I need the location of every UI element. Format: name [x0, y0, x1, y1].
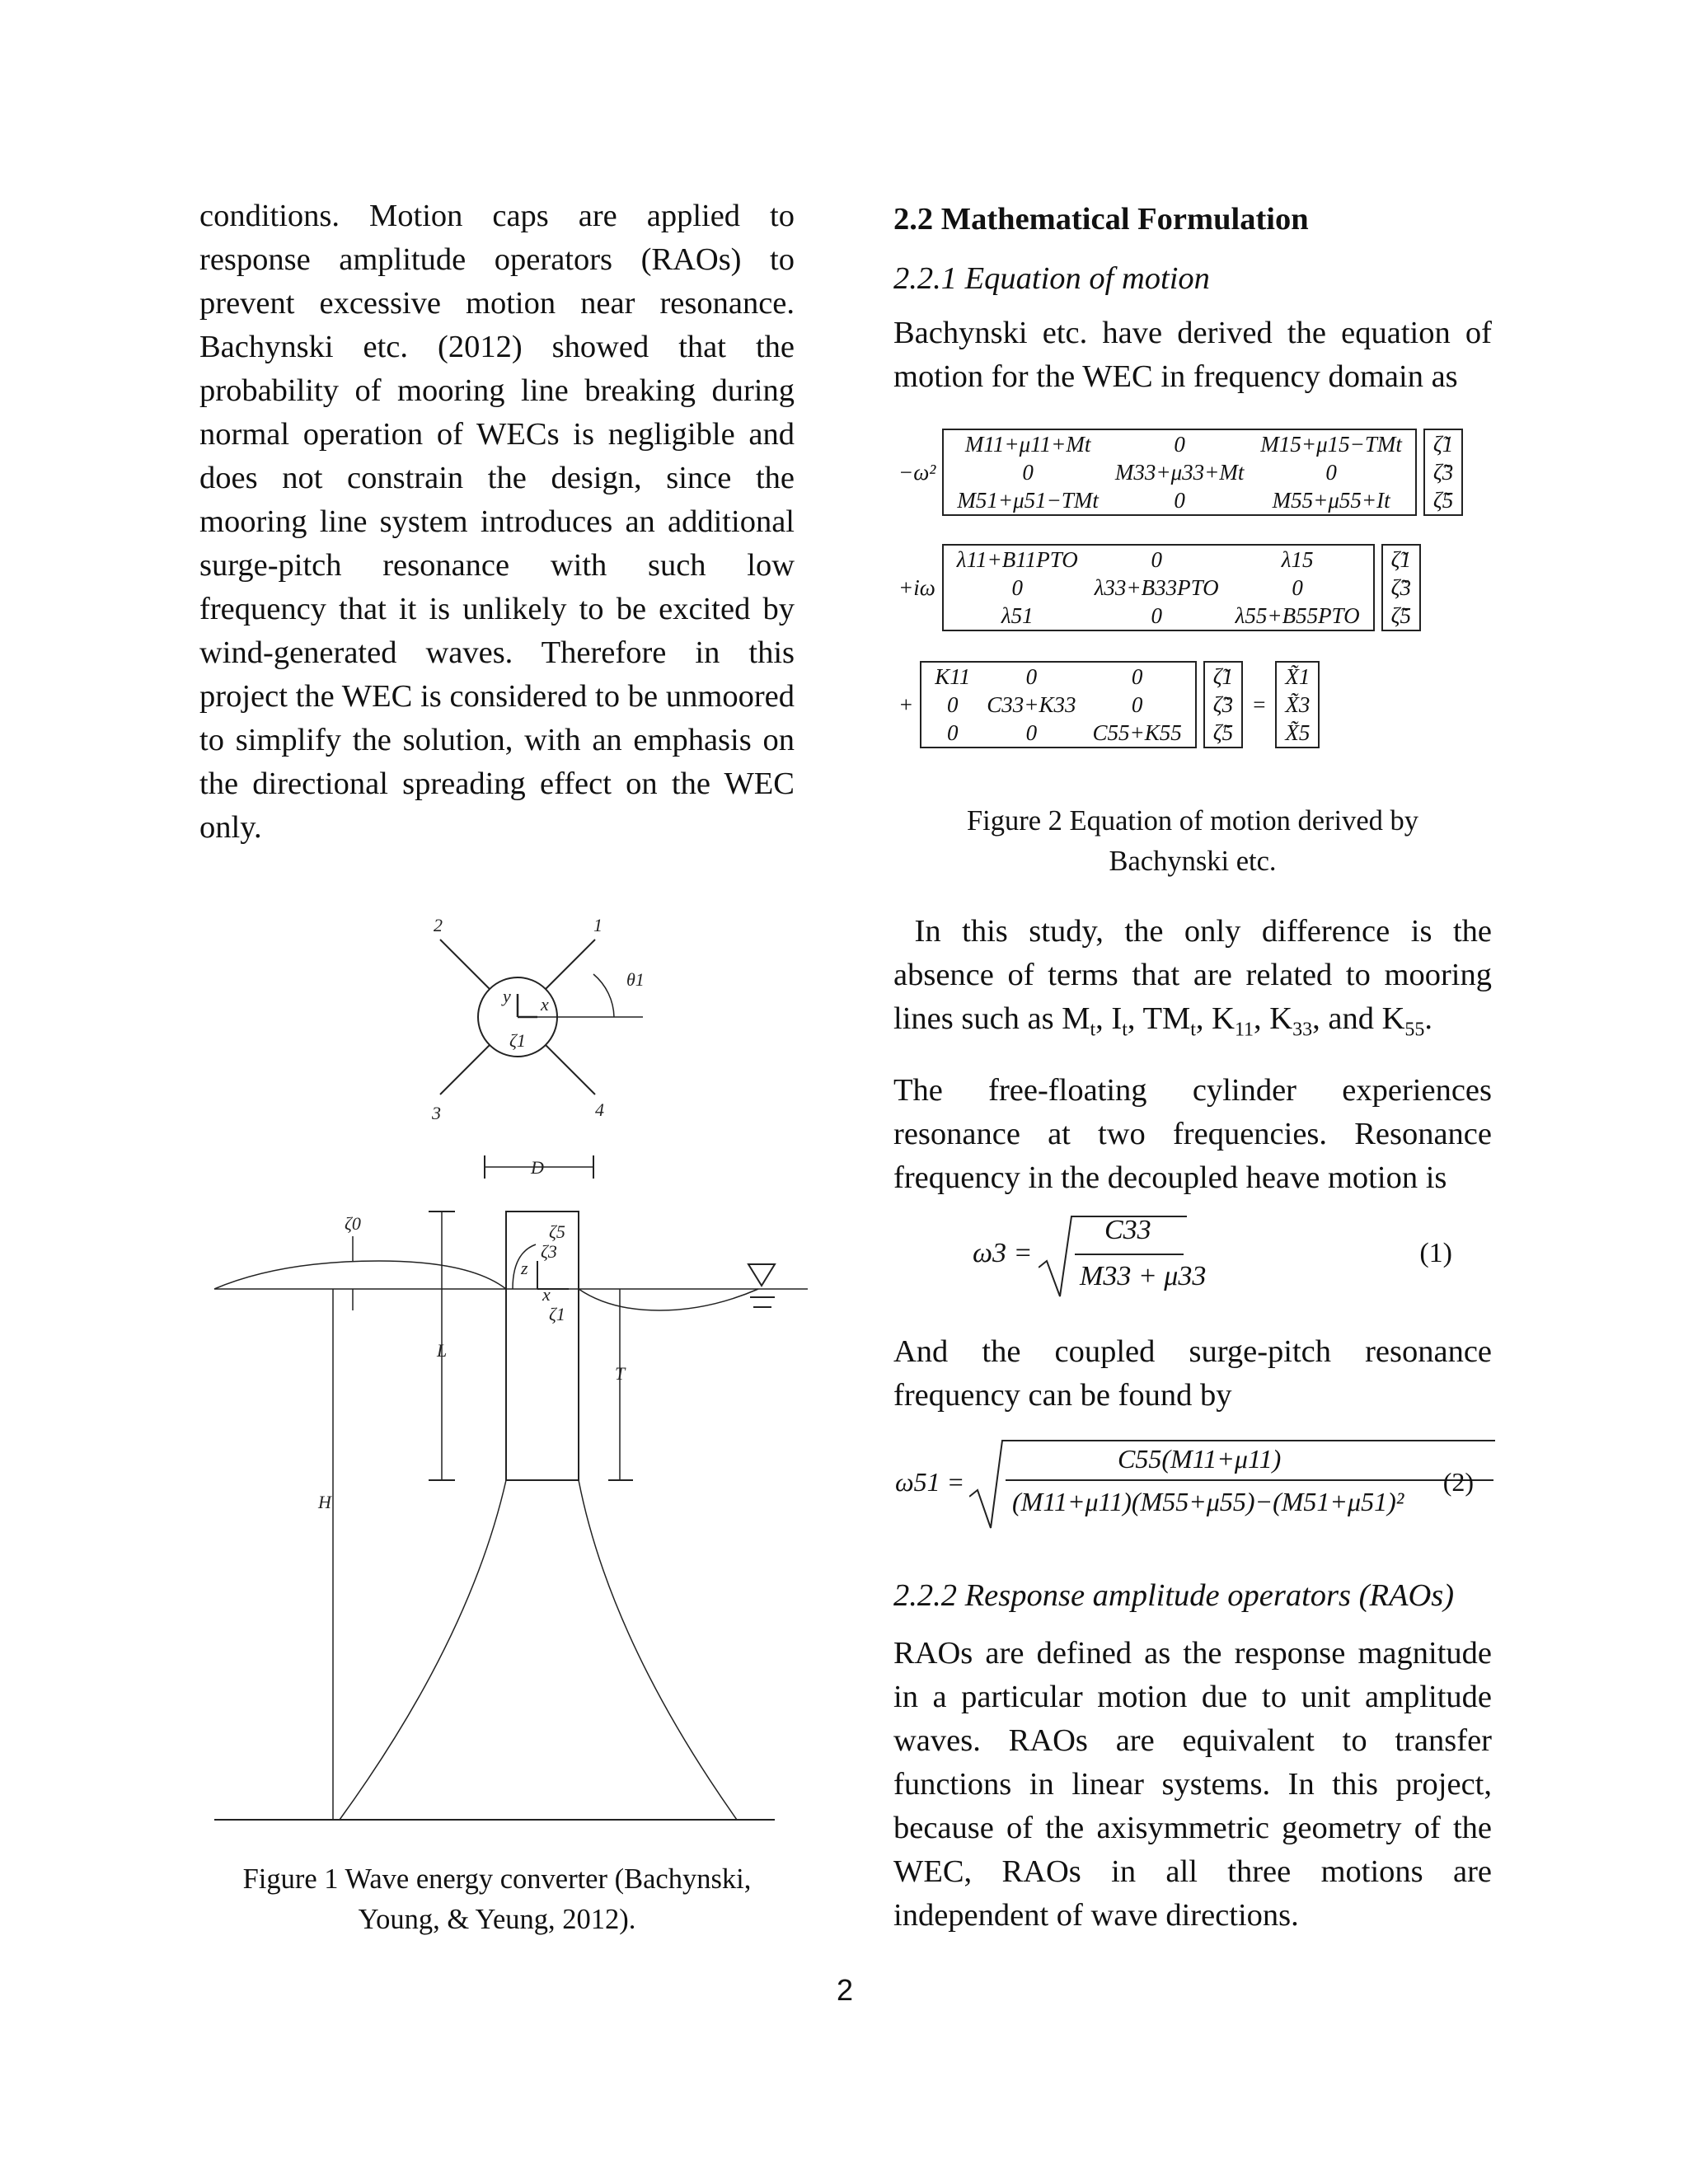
fig1-label-zeta0: ζ0 [345, 1213, 361, 1234]
damping-prefix: +iω [898, 574, 935, 600]
mooring-term: $K_{11}$ [1212, 1001, 1254, 1041]
equals-sign: = [1253, 691, 1266, 717]
right-body-3 [893, 1571, 1492, 1938]
difference-paragraph: In this study, the only difference is the absence of terms that are related to mooring lines such as $M_t$, $I_t$, $TM_t$, $K_{11}$, $K_{33}$, and $K_{55}$. [893, 914, 1492, 1041]
fig1-label-3: 3 [432, 1103, 441, 1123]
fig1-label-1: 1 [593, 915, 603, 935]
figure-2-equation: −ω² M11+μ11+Mt 0 M15+μ15−TMt 0 M33+μ33+Mt 0 M51+μ51−TMt 0 M55+μ55+It ζ̃1 ζ̃3 ζ̃5 +iω λ11+B11PTO 0 λ15 0 λ33+B33PTO 0 λ51 0 λ55+B55PTO ζ̃1 ζ̃3 ζ̃5 + K11 0 0 0 C33+K33 0 0 0 C55+K55 ζ̃1 ζ̃3 ζ̃5 = X̃1 X̃3 X̃5 [898, 429, 1508, 766]
fig1-label-y: y [503, 986, 511, 1006]
rao-paragraph: RAOs are defined as the response magnitude in a particular motion due to unit amplitude waves. RAOs are equivalent to transfer functions in linear systems. In this project, because of the axisymmetric geometry of the WEC, RAOs in all three motions are independent of wave directions. [893, 1636, 1492, 1933]
left-column [199, 194, 795, 850]
mass-prefix: −ω² [898, 459, 936, 485]
fig1-label-2: 2 [434, 915, 443, 935]
fig1-label-zeta3: ζ3 [541, 1241, 557, 1262]
fig1-label-D: D [531, 1157, 544, 1178]
figure-1-caption: Figure 1 Wave energy converter (Bachynski, Young, & Yeung, 2012). [242, 1863, 752, 1935]
mooring-term: $TM_t$ [1142, 1001, 1196, 1041]
fig1-label-L: L [437, 1340, 448, 1361]
figure-2-caption: Figure 2 Equation of motion derived by Bachynski etc. [966, 805, 1419, 877]
fig1-label-x: x [541, 994, 549, 1015]
equation-2: ω51 = C55(M11+μ11) (M11+μ11)(M55+μ55)−(M51+μ51)² (2) [895, 1434, 1492, 1533]
fig1-label-zeta1-top: ζ1 [509, 1030, 526, 1051]
equation-intro: Bachynski etc. have derived the equation of motion for the WEC in frequency domain as [893, 316, 1492, 394]
wec-support-flare [340, 1480, 506, 1820]
right-body-1 [893, 910, 1492, 1200]
stiffness-prefix: + [898, 691, 914, 717]
figure-1-diagram [198, 898, 808, 1838]
right-column [893, 194, 1492, 399]
fig1-label-H: H [318, 1492, 331, 1512]
equation-1: ω3 = C33 M33 + μ33 (1) [973, 1210, 1492, 1301]
mooring-term: $K_{55}$ [1381, 1001, 1425, 1041]
coupled-paragraph: And the coupled surge-pitch resonance frequency can be found by [893, 1334, 1492, 1413]
subsection-title-1: 2.2.1 Equation of motion [893, 261, 1210, 296]
subsection-title-2: 2.2.2 Response amplitude operators (RAOs) [893, 1578, 1455, 1613]
page-number: 2 [836, 1973, 854, 2007]
fig1-label-x-side: x [542, 1284, 551, 1305]
mooring-term: $I_t$ [1111, 1001, 1128, 1041]
fig1-label-zeta1-side: ζ1 [549, 1304, 565, 1324]
fig1-label-zeta5: ζ5 [549, 1221, 565, 1242]
fig1-label-z: z [521, 1258, 528, 1278]
fig1-label-4: 4 [595, 1099, 604, 1120]
resonance-paragraph: The free-floating cylinder experiences resonance at two frequencies. Resonance frequency in the decoupled heave motion is [893, 1072, 1492, 1195]
right-body-2 [893, 1330, 1492, 1418]
section-title: 2.2 Mathematical Formulation [893, 202, 1309, 237]
mooring-term: $K_{33}$ [1269, 1001, 1313, 1041]
fig1-label-theta: θ1 [626, 969, 645, 990]
intro-paragraph: conditions. Motion caps are applied to response amplitude operators (RAOs) to prevent excessive motion near resonance. Bachynski etc. (2012) showed that the probability of mooring line breaking during normal operation of WECs is negligible and does not constrain the design, since the mooring line system introduces an additional surge-pitch resonance with such low frequency that it is unlikely to be excited by wind-generated waves. Therefore in this project the WEC is considered to be unmoored to simplify the solution, with an emphasis on the directional spreading effect on the WEC only. [199, 199, 795, 845]
mooring-term: $M_t$ [1062, 1001, 1096, 1041]
fig1-label-T: T [615, 1363, 626, 1384]
